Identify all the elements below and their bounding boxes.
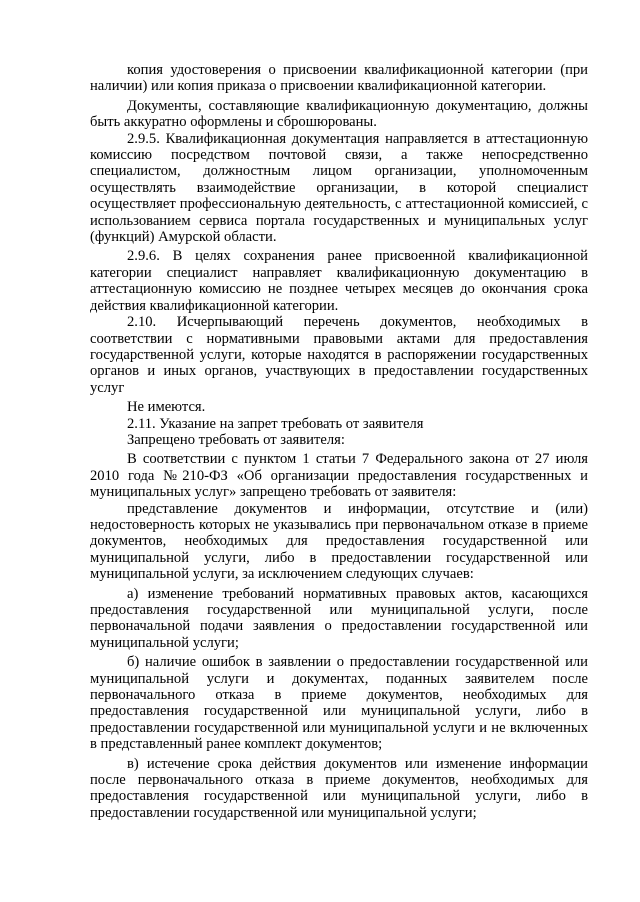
list-item-v: в) истечение срока действия документов или изменение информации после первоначального отказа в приеме документов, необходимых для предоставления государственной или муниципальной услуги, либо в предоставлении государственной или муниципальной услуги;	[90, 755, 588, 821]
paragraph-prohibited: Запрещено требовать от заявителя:	[127, 431, 345, 448]
paragraph-representation: представление документов и информации, отсутствие и (или) недостоверность которых не указывались при первоначальном отказе в приеме документов, необходимых для предоставления государственной или муниципальной услуги, либо в предоставлении государственной или муниципальной услуги, за исключением следующих случаев:	[90, 500, 588, 583]
list-item-b: б) наличие ошибок в заявлении о предоставлении государственной или муниципальной услуги и документах, поданных заявителем после первоначального отказа в приеме документов, необходимых для предоставления государственной или муниципальной услуги, либо в предоставлении государственной или муниципальной услуги и не включенных в представленный ранее комплект документов;	[90, 654, 588, 753]
paragraph-2-10: 2.10. Исчерпывающий перечень документов, необходимых в соответствии с нормативными правовыми актами для предоставления государственной услуги, которые находятся в распоряжении государственных органов и иных органов, участвующих в предоставлении государственных услуг	[90, 314, 588, 396]
paragraph-certificate-copy: копия удостоверения о присвоении квалификационной категории (при наличии) или копия приказа о присвоении квалификационной категории.	[90, 62, 588, 95]
paragraph-2-9-5: 2.9.5. Квалификационная документация направляется в аттестационную комиссию посредством почтовой связи, а также непосредственно специалистом, должностным лицом организации, уполномоченным осуществлять взаимодействие организации, в которой специалист осуществляет профессиональную деятельность, с аттестационной комиссией, с использованием сервиса портала государственных и муниципальных услуг (функций) Амурской области.	[90, 130, 588, 246]
paragraph-law-210: В соответствии с пунктом 1 статьи 7 Федерального закона от 27 июля 2010 года №210-ФЗ «Об организации предоставления государственных и муниципальных услуг» запрещено требовать от заявителя:	[90, 451, 588, 501]
list-item-a: а) изменение требований нормативных правовых актов, касающихся предоставления государственной или муниципальной услуги, после первоначальной подачи заявления о предоставлении государственной или муниципальной услуги;	[90, 585, 588, 651]
paragraph-none: Не имеются.	[127, 399, 206, 416]
paragraph-2-11-heading: 2.11. Указание на запрет требовать от заявителя	[127, 415, 424, 432]
paragraph-documents-bound: Документы, составляющие квалификационную документацию, должны быть аккуратно оформлены и сброшюрованы.	[90, 97, 588, 131]
document-page	[90, 62, 588, 821]
paragraph-2-9-6: 2.9.6. В целях сохранения ранее присвоенной квалификационной категории специалист направляет квалификационную документацию в аттестационную комиссию не позднее четырех месяцев до окончания срока действия квалификационной категории.	[90, 248, 588, 314]
